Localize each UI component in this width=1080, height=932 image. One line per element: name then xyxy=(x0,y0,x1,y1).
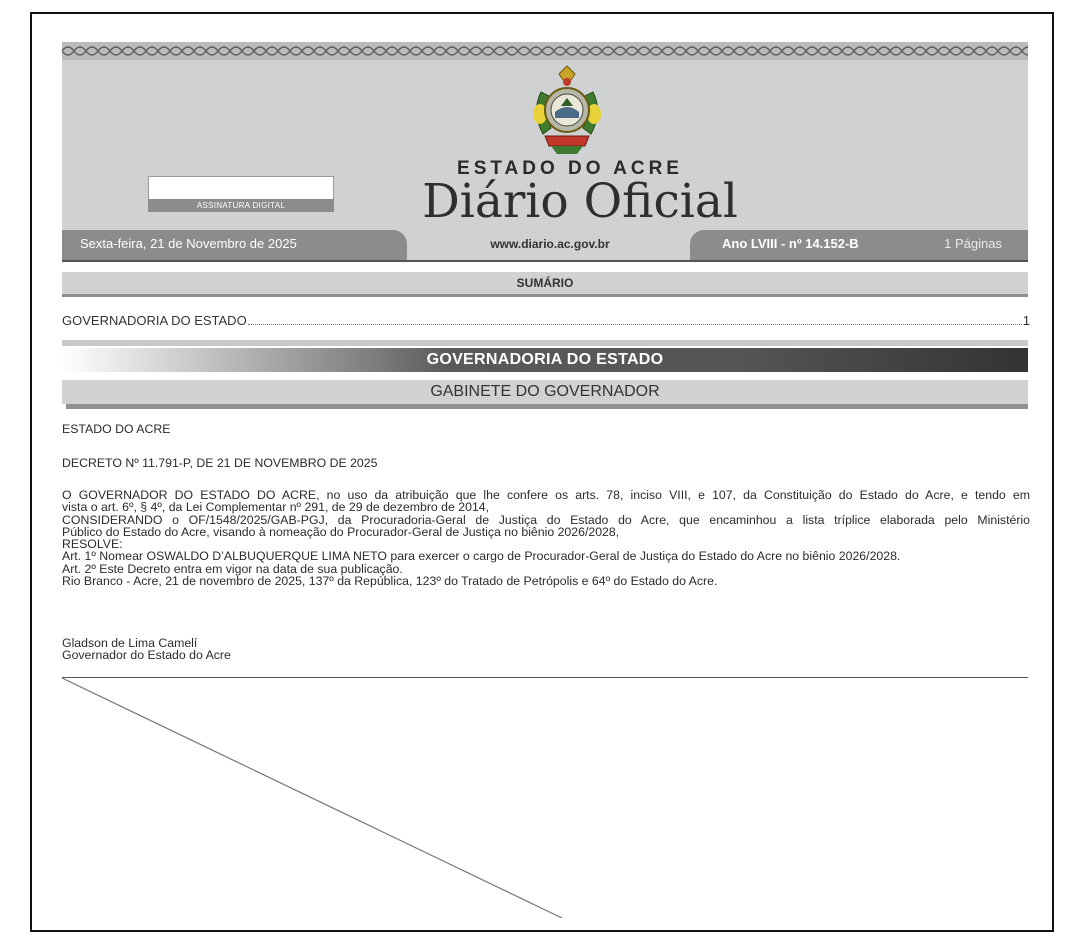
decree-considering-line-2: Público do Estado do Acre, visando à nomeação do Procurador-Geral de Justiça no biênio 2026/2028, xyxy=(62,524,620,539)
decree-considering-line-1: CONSIDERANDO o OF/1548/2025/GAB-PGJ, da Procuradoria-Geral de Justiça do Estado do Acre, que encaminhou a lista tríplice elaborada pelo Ministério xyxy=(62,512,1030,527)
decree-preamble-line-1: O GOVERNADOR DO ESTADO DO ACRE, no uso da atribuição que lhe confere os arts. 78, inciso VIII, e 107, da Constituição do Estado do Acre, e tendo em xyxy=(62,488,1030,502)
decree-state-text: ESTADO DO ACRE xyxy=(62,422,171,436)
masthead-title: Diário Oficial xyxy=(422,174,738,229)
issue-date: Sexta-feira, 21 de Novembro de 2025 xyxy=(62,230,407,260)
toc-entry-page: 1 xyxy=(1022,313,1030,328)
decree-number-text: DECRETO Nº 11.791-P, DE 21 DE NOVEMBRO DE 2025 xyxy=(62,456,378,470)
section-title: GOVERNADORIA DO ESTADO xyxy=(426,351,664,368)
subsection-title: GABINETE DO GOVERNADOR xyxy=(62,380,1028,404)
masthead-state: ESTADO DO ACRE xyxy=(457,158,683,179)
summary-heading: SUMÁRIO xyxy=(62,272,1028,294)
decree-body xyxy=(62,489,1030,587)
decorative-border xyxy=(62,42,1028,60)
toc-entry-label: GOVERNADORIA DO ESTADO xyxy=(62,313,247,328)
decree-number xyxy=(62,457,1042,469)
edition-number: Ano LVIII - nº 14.152-B xyxy=(722,236,859,251)
decree-article-2: Art. 2º Este Decreto entra em vigor na data de sua publicação. xyxy=(62,561,403,576)
decree-state xyxy=(62,423,1042,435)
toc-entry[interactable] xyxy=(62,310,1030,328)
signer-title: Governador do Estado do Acre xyxy=(62,648,231,663)
section-divider xyxy=(62,340,1028,346)
page-count: 1 Páginas xyxy=(944,236,1002,251)
edition-bar xyxy=(690,230,1028,260)
decree-preamble-line-2: vista o art. 6º, § 4º, da Lei Complementar nº 291, de 29 de dezembro de 2014, xyxy=(62,500,490,515)
state-coat-of-arms-icon xyxy=(521,62,613,160)
digital-signature-box xyxy=(148,176,334,200)
signer-name: Gladson de Lima Camelí xyxy=(62,636,198,650)
blank-area-strike-line xyxy=(62,678,582,918)
decree-resolve: RESOLVE: xyxy=(62,537,123,552)
decree-article-1: Art. 1º Nomear OSWALDO D’ALBUQUERQUE LIMA NETO para exercer o cargo de Procurador-Geral de Justiça do Estado do Acre no biênio 2026/2028. xyxy=(62,549,901,564)
website-link[interactable]: www.diario.ac.gov.br xyxy=(490,237,610,251)
toc-dot-leader xyxy=(248,324,1022,325)
signature-block xyxy=(62,637,1042,662)
decree-place-date: Rio Branco - Acre, 21 de novembro de 2025, 137º da República, 123º do Tratado de Petrópolis e 64º do Estado do Acre. xyxy=(62,574,718,589)
digital-signature-label: ASSINATURA DIGITAL xyxy=(148,199,334,212)
subsection-rule xyxy=(66,404,1028,409)
header-rule xyxy=(62,260,1028,262)
